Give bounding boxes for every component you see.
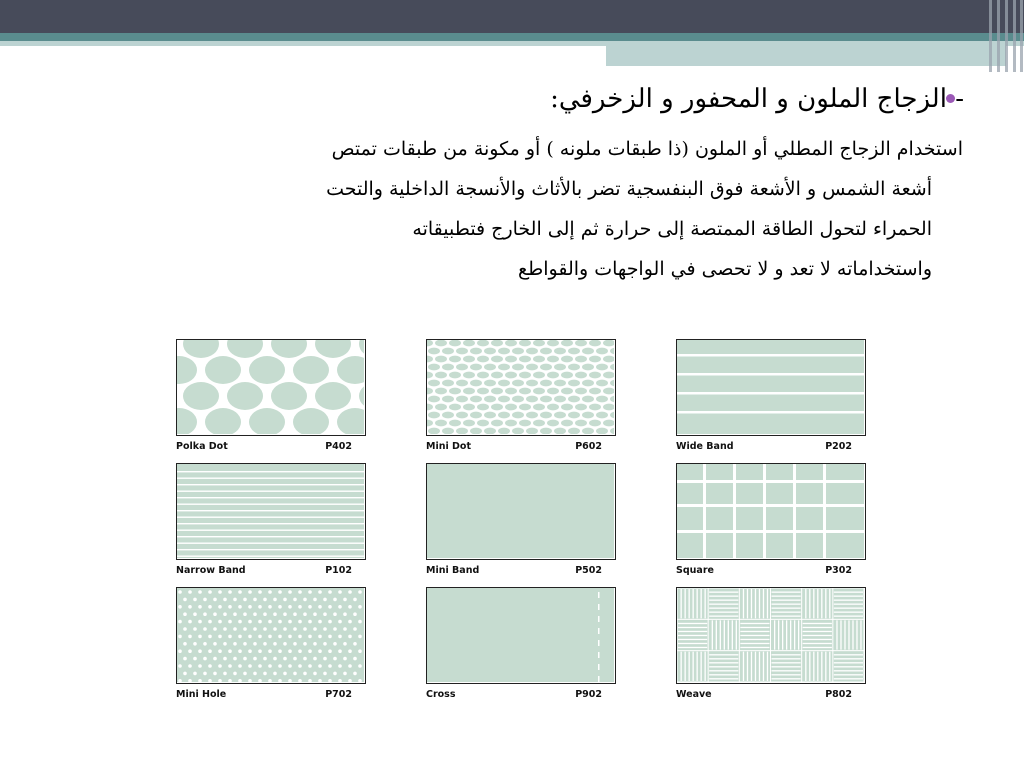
slide-body [326,129,963,289]
pattern-caption [426,441,616,455]
body-line: واستخداماته لا تعد و لا تحصى في الواجهات والقواطع [518,258,932,280]
pattern-swatch-weave [676,587,866,684]
pattern-name: Cross [426,689,456,700]
pattern-swatch-polka-dot [176,339,366,436]
pattern-code: P802 [825,689,852,700]
pattern-caption [176,441,366,455]
pattern-code: P102 [325,565,352,576]
pattern-name: Mini Hole [176,689,227,700]
pattern-swatch-mini-hole [176,587,366,684]
body-line: أشعة الشمس و الأشعة فوق البنفسجية تضر بالأثاث والأنسجة الداخلية والتحت [326,178,932,200]
pattern-swatch-square [676,463,866,560]
header-light-band-right [606,46,1006,66]
pattern-swatch-narrow-band [176,463,366,560]
pattern-caption [426,565,616,579]
pattern-code: P702 [325,689,352,700]
pattern-name: Polka Dot [176,441,228,452]
pattern-name: Wide Band [676,441,734,452]
pattern-caption [676,565,866,579]
pattern-caption [176,565,366,579]
pattern-name: Mini Dot [426,441,471,452]
header-teal-band [0,33,1024,41]
pattern-swatch-wide-band [676,339,866,436]
header-dark-bar [0,0,1024,33]
pattern-caption [676,441,866,455]
body-line: الحمراء لتحول الطاقة الممتصة إلى حرارة ثم إلى الخارج فتطبيقاته [412,218,932,240]
pattern-code: P602 [575,441,602,452]
slide-title: - الزجاج الملون و المحفور و الزخرفي: [550,84,964,114]
pattern-swatch-mini-dot [426,339,616,436]
pattern-name: Square [676,565,714,576]
pattern-swatch-cross [426,587,616,684]
pattern-code: P502 [575,565,602,576]
pattern-swatch-mini-band [426,463,616,560]
pattern-code: P402 [325,441,352,452]
header-vertical-stripes [985,0,1024,72]
pattern-code: P902 [575,689,602,700]
pattern-name: Mini Band [426,565,480,576]
glass-pattern-figure [176,339,866,707]
body-line: استخدام الزجاج المطلي أو الملون (ذا طبقات ملونه ) أو مكونة من طبقات تمتص [331,138,963,160]
pattern-code: P302 [825,565,852,576]
pattern-code: P202 [825,441,852,452]
pattern-name: Weave [676,689,712,700]
pattern-name: Narrow Band [176,565,246,576]
pattern-caption [426,689,616,703]
pattern-caption [676,689,866,703]
pattern-caption [176,689,366,703]
